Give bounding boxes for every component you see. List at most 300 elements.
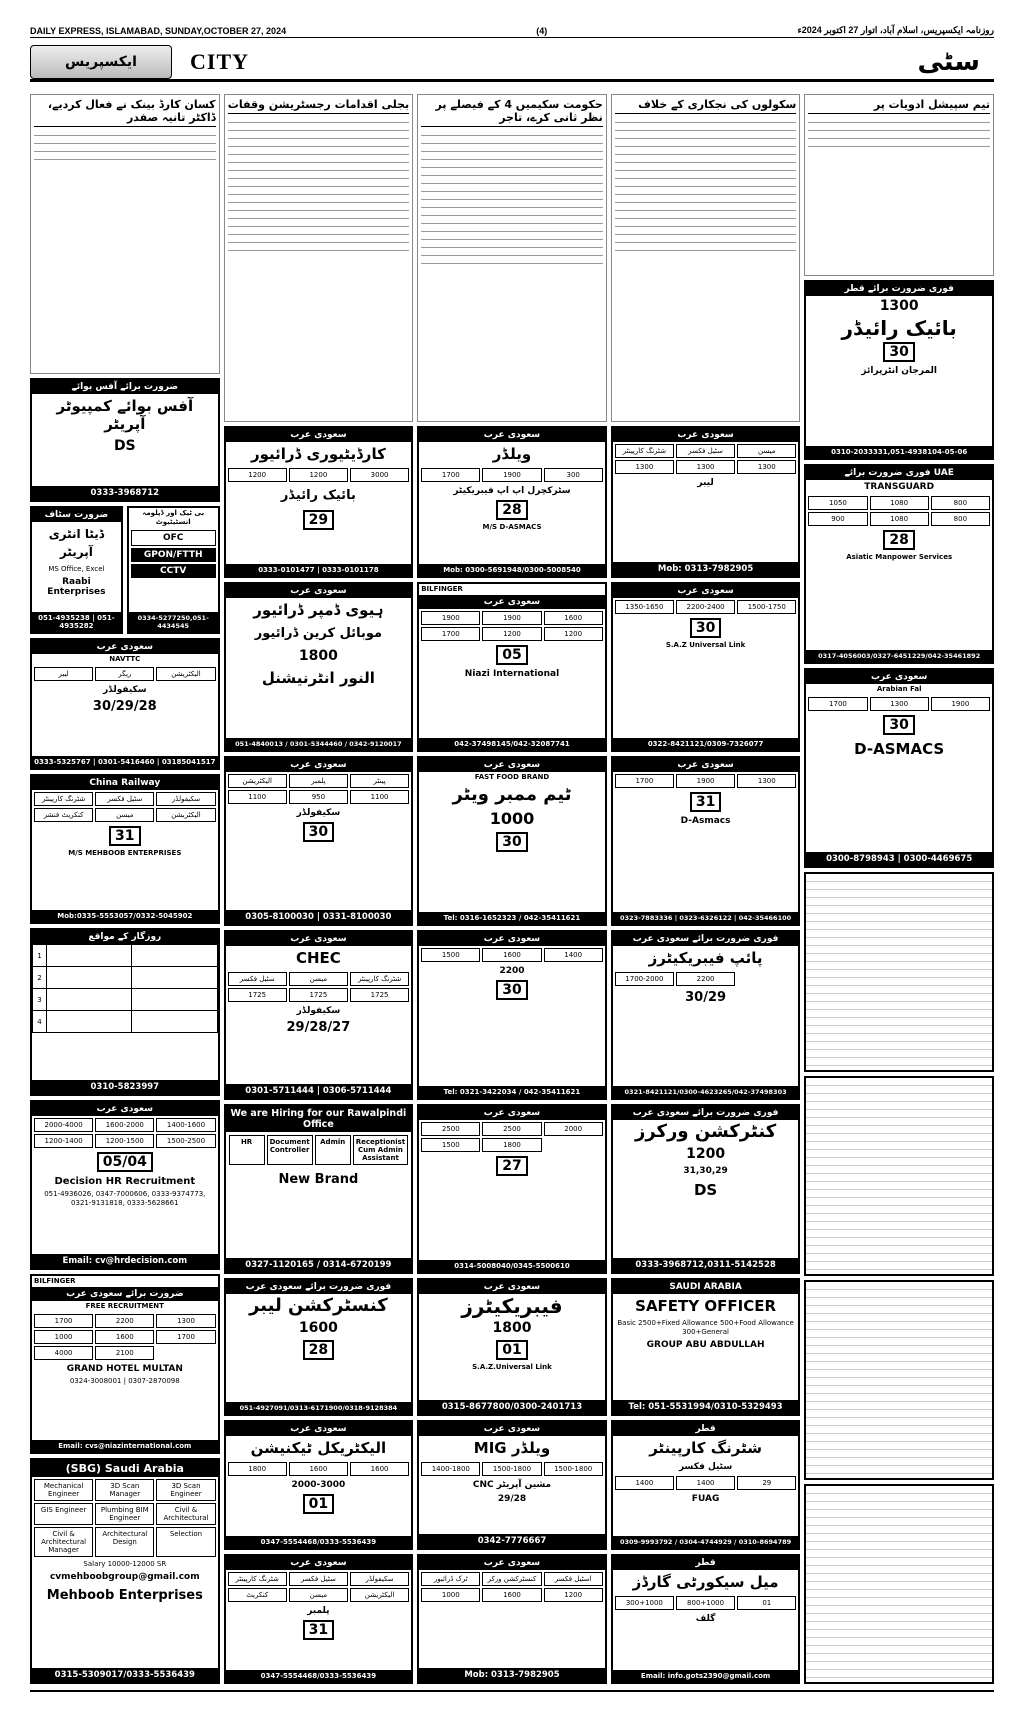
ad-company: D-ASMACS [854,740,945,758]
salary-cell: 1700 [156,1330,215,1344]
ad-right-filler [804,872,994,1072]
ad-security [611,1554,801,1684]
ad-title: قطر [613,1556,799,1570]
ad-headline: کارڈیٹیوری ڈرائیور [250,445,386,463]
ad-phone: 0317-4056003/0327-6451229/042-35461892 [806,650,992,662]
salary-cell: 1080 [870,512,929,526]
ad-title: بی ٹیک اور ڈپلومہ انسٹیٹیوٹ [142,509,205,526]
page-columns [30,94,994,1684]
ad-brand: Decision HR Recruitment [54,1176,196,1187]
ad-trades [613,442,799,476]
ad-phone: 0347-5554468/0333-5536439 [226,1670,412,1682]
ad-salary-grid [419,946,605,964]
page-number: (4) [536,25,548,36]
ad-email: Email: cv@hrdecision.com [32,1254,218,1268]
ad-subtext: MS Office, Excel [48,565,105,573]
salary-cell: 1700-2000 [615,972,674,986]
ad-trades [32,665,218,683]
ad-company: Raabi Enterprises [47,577,106,597]
ad-title: سعودی عرب [419,1556,605,1570]
trade-item: سکیفولڈر [296,1006,341,1016]
ad-dates: 31,30,29 [683,1166,728,1176]
ad-qatar-carpenter [611,1420,801,1550]
ad-headline: ویلڈر [492,445,532,463]
table-cell [132,1011,217,1033]
ad-phone: 0342-7776667 [419,1534,605,1548]
trade-item: الیکٹریشن [228,774,287,788]
section-title-ur: سٹی [917,46,980,77]
salary-cell: 1200 [544,1588,603,1602]
table-cell: 2 [33,967,47,989]
ad-pipe-fitters [611,930,801,1100]
ad-title: سعودی عرب [613,758,799,772]
ad-right-filler [804,1484,994,1684]
ad-salary-grid [613,772,799,790]
trade-item: لیبر [34,667,93,681]
column-4 [611,94,801,1684]
salary-cell: 2500 [482,1122,541,1136]
salary-cell: 2200-2400 [676,600,735,614]
ad-safety-officer [611,1278,801,1416]
ad-brand: النور انٹرنیشنل [261,669,375,687]
ad-title: سعودی عرب [419,1422,605,1436]
job-cell: 3D Scan Engineer [156,1479,215,1501]
ad-salary-grid [613,1594,799,1612]
salary-cell: 4000 [34,1346,93,1360]
trade-item: سکیفولڈر [156,792,215,806]
salary-cell: 1900 [482,468,541,482]
ad-company: S.A.Z.Universal Link [472,1363,552,1371]
ad-subtext: سٹیل فکسر [678,1462,733,1472]
table-cell [47,1011,132,1033]
table-row [33,1011,218,1033]
ad-body [806,1486,992,1682]
ad-title: سعودی عرب [226,1422,412,1436]
trade-item: الیکٹریشن [156,808,215,822]
table-cell: 1 [33,945,47,967]
salary-cell: 1500-1750 [737,600,796,614]
salary-cell: 1500-2500 [156,1134,215,1148]
salary-cell: 2200 [676,972,735,986]
ad-body [806,874,992,1070]
ad-phone: 0333-5325767 | 0301-5416460 | 03185041517 [32,756,218,768]
ad-phone: Mob: 0313-7982905 [419,1668,605,1682]
ad-email: Email: info.gots2390@gmail.com [613,1670,799,1682]
news-item [417,94,607,422]
ad-salary: 1300 [879,298,919,314]
salary-cell: 2200 [499,966,525,976]
ad-title: China Railway [32,776,218,790]
salary-cell: 1200-1400 [34,1134,93,1148]
ad-phone: 0347-5554468/0333-5536439 [226,1536,412,1548]
ad-phone: 0305-8100030 | 0331-8100030 [226,910,412,924]
role-cell: Admin [315,1135,351,1165]
column-5 [804,94,994,1684]
ad-headline: ٹیم ممبر ویٹر [452,784,572,805]
salary-cell: 1300 [156,1314,215,1328]
ad-body [806,1078,992,1274]
trade-item: سکیفولڈر [296,808,341,818]
salary-cell: 1600 [289,1462,348,1476]
table-cell [132,945,217,967]
ad-data-entry [30,506,123,634]
trade-item: پلمبر [289,774,348,788]
ad-salary-grid [806,494,992,528]
trade-item: سٹیل فکسر [95,792,154,806]
trade-item: شٹرنگ کارپینٹر [350,972,409,986]
salary-cell: 300 [544,468,603,482]
ad-title: قطر [613,1422,799,1436]
ad-brand: FAST FOOD BRAND [474,773,550,781]
ad-subtext: موبائل کرین ڈرائیور [254,626,383,641]
ad-saudi-navttc [30,638,220,770]
ad-roles [226,1132,412,1168]
ad-date: 29 [737,1476,796,1490]
ad-title: سعودی عرب [226,1556,412,1570]
ad-salary-grid [806,695,992,713]
salary-cell: 800+1000 [676,1596,735,1610]
ad-brand: DS [113,438,136,454]
ad-date: 01 [496,1340,527,1360]
column-3 [417,94,607,1684]
news-body [34,130,216,160]
salary-cell: 1400-1800 [421,1462,480,1476]
section-title-en: CITY [190,48,250,74]
ad-trades [226,772,412,806]
ad-salary: 1600 [298,1320,338,1336]
ad-phone: 051-4840013 / 0301-5344460 / 0342-9120017 [226,738,412,750]
ad-arabian-fal [611,756,801,926]
trade-item: سٹیل فکسر [289,1572,348,1586]
ad-brand: BILFINGER [421,585,463,593]
ad-date: 29 [303,510,334,530]
ad-brand: المرجان انٹرپرائز [861,366,937,376]
ad-brand: DS [693,1181,718,1199]
header-strip [30,24,994,38]
ad-salary: 1000 [489,809,535,828]
ad-date: 31 [109,826,140,846]
ad-phone: Tel: 0321-3422034 / 042-35411621 [419,1086,605,1098]
ad-office-boy [30,378,220,502]
trade-item: کنسٹرکشن ورکر [482,1572,541,1586]
news-body [615,117,797,257]
job-cell: Mechanical Engineer [34,1479,93,1501]
table-row [33,967,218,989]
ad-date: 30 [303,822,334,842]
ad-title: فوری ضرورت برائے سعودی عرب [226,1280,412,1294]
salary-cell: 1300 [615,460,674,474]
table-cell [47,967,132,989]
ad-brand: Mehboob Enterprises [46,1588,203,1603]
ad-phone: Mob: 0300-5691948/0300-5008540 [419,564,605,576]
header-left: DAILY EXPRESS, ISLAMABAD, SUNDAY,OCTOBER 27, 2024 [30,25,287,36]
ad-sbg [30,1458,220,1684]
ad-jobs-table [30,928,220,1096]
ad-title: سعودی عرب [419,595,605,609]
salary-cell: 1900 [421,611,480,625]
ad-fabricators [417,1278,607,1416]
ad-phone: Mob: 0313-7982905 [613,562,799,576]
salary-cell: 1500-1800 [544,1462,603,1476]
salary-cell: 800 [931,512,990,526]
ad-item: OFC [131,530,216,546]
ad-date: 28 [883,530,914,550]
ad-date: 01 [737,1596,796,1610]
trade-item: سکیفولڈر [102,685,147,695]
salary-cell: 1400 [544,948,603,962]
salary-cell: 1900 [931,697,990,711]
salary-cell: 1600 [95,1330,154,1344]
trade-item: شٹرنگ کارپینٹر [34,792,93,806]
ad-phone: 0309-9993792 / 0304-4744929 / 0310-8694789 [613,1536,799,1548]
salary-cell: 1600 [482,948,541,962]
ad-phone: 0300-8798943 | 0300-4469675 [806,852,992,866]
ad-company: Asiatic Manpower Services [846,553,953,561]
salary-cell: 1300 [737,774,796,788]
ad-title: روزگار کے مواقع [32,930,218,944]
salary-cell: 1700 [421,468,480,482]
ad-title: سعودی عرب [613,584,799,598]
ad-date: 30 [883,715,914,735]
ad-phone: 0323-7883336 | 0323-6326122 | 042-35466100 [613,912,799,924]
ad-subtext: سٹرکچرل اپ اپ فیبریکیٹر [453,486,571,496]
ad-brand: TRANSGUARD [864,482,935,492]
ad-phone: 0315-5309017/0333-5536439 [32,1668,218,1682]
ad-brand: M/S MEHBOOB ENTERPRISES [68,849,182,857]
ad-construction-labour [224,1278,414,1416]
ad-phone: 0324-3008001 | 0307-2870098 [69,1377,180,1385]
salary-cell: 1700 [34,1314,93,1328]
ad-dates: 29/28 [497,1494,527,1504]
column-2 [224,94,414,1684]
ad-title: SAUDI ARABIA [613,1280,799,1294]
ad-phone: 0333-3968712 [32,486,218,500]
ad-title: سعودی عرب [419,758,605,772]
salary-cell: 1200-1500 [95,1134,154,1148]
ad-phone: 0310-2033331,051-4938104-05-06 [806,446,992,458]
table-cell [132,967,217,989]
ad-phone: 0310-5823997 [32,1080,218,1094]
job-cell: GIS Engineer [34,1503,93,1525]
ad-salary: 1800 [492,1320,532,1336]
role-cell: HR [229,1135,265,1165]
trade-item: کنکریٹ [228,1588,287,1602]
news-headline: سکولوں کی نجکاری کے خلاف [615,98,797,114]
ad-phone: 0315-8677800/0300-2401713 [419,1400,605,1414]
ad-title: سعودی عرب [32,640,218,654]
ad-institute [127,506,220,634]
ad-headline: الیکٹریکل ٹیکنیشن [250,1439,387,1457]
salary-cell: 1600 [544,611,603,625]
ad-company: D-Asmacs [680,816,731,826]
ad-date: 28 [496,500,527,520]
salary-cell: 1350-1650 [615,600,674,614]
ad-date: 05/04 [97,1152,153,1172]
job-cell: Selection [156,1527,215,1557]
news-headline: کسان کارڈ بینک نے فعال کردیے، ڈاکٹر تانیہ صفدر [34,98,216,127]
news-body [228,117,410,257]
ad-item: GPON/FTTH [131,548,216,562]
salary-cell: 2000-4000 [34,1118,93,1132]
ad-date: 30 [690,618,721,638]
ad-bilfinger [30,1274,220,1454]
ad-title: سعودی عرب [419,1106,605,1120]
trade-item: ریگر [95,667,154,681]
ad-phone: 0321-8421121/0300-4623265/042-37498303 [613,1086,799,1098]
ad-title: سعودی عرب [226,428,412,442]
ad-title: We are Hiring for our Rawalpindi Office [226,1106,412,1132]
ad-title: فوری ضرورت برائے قطر [806,282,992,296]
ad-company: S.A.Z Universal Link [665,641,746,649]
news-item [611,94,801,422]
ad-title: سعودی عرب [419,1280,605,1294]
ad-company: Niazi International [464,669,560,679]
ad-right-filler [804,1280,994,1480]
news-headline: بجلی اقدامات رجسٹریشن وقفات [228,98,410,114]
ad-title: سعودی عرب [806,670,992,684]
ad-salary-grid [419,1120,605,1154]
ad-headline: کنسٹرکشن لیبر [249,1295,388,1316]
ad-title: (SBG) Saudi Arabia [32,1460,218,1477]
ad-algahz [417,930,607,1100]
salary-cell: 950 [289,790,348,804]
salary-cell: 1600 [482,1588,541,1602]
ad-headline: فیبریکیٹرز [461,1294,563,1318]
ad-electrical-tech [224,1420,414,1550]
column-1 [30,94,220,1684]
ad-phone: 051-4936026, 0347-7000606, 0333-9374773, 0321-9131818, 0333-5628661 [44,1190,206,1207]
header-right: روزنامہ ایکسپریس، اسلام آباد، اتوار 27 اکتوبر 2024ء [797,25,994,35]
trade-item: الیکٹریشن [350,1588,409,1602]
salary-cell: 1700 [615,774,674,788]
salary-cell: 1300 [870,697,929,711]
salary-cell: 2000-3000 [291,1480,346,1490]
ad-brand: CHEC [295,949,341,967]
news-item [30,94,220,374]
salary-cell: 1100 [228,790,287,804]
ad-salary-grid [613,1474,799,1492]
news-item [804,94,994,276]
ad-headline: ہیوی ڈمپر ڈرائیور [253,601,384,619]
job-cell: Civil & Architectural [156,1503,215,1525]
table-cell [132,989,217,1011]
table-row [33,945,218,967]
ad-sao-kobe [224,756,414,926]
ad-date: 01 [303,1494,334,1514]
ad-phone: 042-37498145/042-32087741 [419,738,605,750]
salary-cell: 1600-2000 [95,1118,154,1132]
job-cell: Plumbing BIM Engineer [95,1503,154,1525]
newspaper-logo: ایکسپریس [30,45,172,79]
ad-title: سعودی عرب [226,584,412,598]
salary-cell: 1500 [421,948,480,962]
ad-mep [417,1104,607,1274]
ad-dates: 29/28/27 [286,1020,351,1035]
salary-cell: 1500 [421,1138,480,1152]
table-row [33,989,218,1011]
ad-salary-grid [32,1312,218,1362]
trade-item: سٹیل فکسر [228,972,287,986]
trade-item: میسن [737,444,796,458]
ad-date: 31 [303,1620,334,1640]
news-item [224,94,414,422]
ad-subtext: بائیک رائیڈر [280,488,356,503]
ad-date: 30 [496,980,527,1000]
ad-subtext: CNC مشین آپریٹر [472,1480,552,1490]
ad-phone: 0314-5008040/0345-5500610 [419,1260,605,1272]
ad-body [806,1282,992,1478]
masthead [30,44,994,82]
trade-item: میسن [95,808,154,822]
salary-cell: 1800 [482,1138,541,1152]
salary-cell: 1600 [350,1462,409,1476]
ad-uae [804,464,994,664]
ad-dates: 30/29/28 [92,699,157,714]
ad-date: 31 [690,792,721,812]
ad-date: 30 [496,832,527,852]
salary-cell: 2100 [95,1346,154,1360]
salary-cell: 2000 [544,1122,603,1136]
trade-item: اسٹیل فکسر [544,1572,603,1586]
ad-title: سعودی عرب [226,758,412,772]
salary-cell: 1900 [676,774,735,788]
ad-email: Email: cvs@niazinternational.com [32,1440,218,1452]
trade-item: سکیفولڈر [350,1572,409,1586]
ad-title: سعودی عرب [419,932,605,946]
salary-cell: 1400 [615,1476,674,1490]
ad-brand: M/S D-ASMACS [482,523,542,531]
ad-alnoor [224,582,414,752]
ad-headline: میل سیکورٹی گارڈز [632,1573,779,1591]
ad-driver [224,426,414,578]
ad-salary-grid [226,1460,412,1478]
ad-salary-grid [32,1116,218,1150]
ad-headline: ڈیٹا انٹری آپریٹر [48,527,105,559]
trade-item: کنکریٹ فنشر [34,808,93,822]
ad-hotel: GRAND HOTEL MULTAN [66,1364,183,1374]
salary-cell: 900 [808,512,867,526]
trade-item: میسن [289,972,348,986]
trade-item: شٹرنگ کارپینٹر [228,1572,287,1586]
ad-title: فوری ضرورت برائے UAE [806,466,992,480]
salary-cell: 1000 [421,1588,480,1602]
ad-headline: پائپ فیبریکیٹرز [648,949,763,967]
ad-dasmacs [804,668,994,868]
ad-phone: 0333-3968712,0311-5142528 [613,1258,799,1272]
salary-cell: 1200 [228,468,287,482]
ad-salary-grid [419,609,605,643]
ad-salary: 1200 [686,1146,726,1162]
ad-trades [419,1570,605,1604]
ad-brand: گلف [695,1614,716,1624]
salary-cell: 1200 [482,627,541,641]
ad-title: سعودی عرب [226,932,412,946]
bottom-rule [30,1690,994,1692]
ad-subtext: NAVTTC [109,655,141,663]
ad-phone: Mob:0335-5553057/0332-5045902 [32,910,218,922]
ad-salary-grid [613,598,799,616]
ad-phone: Tel: 0316-1652323 / 042-35411621 [419,912,605,924]
ad-phone: 0333-0101477 | 0333-0101178 [226,564,412,576]
salary-cell: 300+1000 [615,1596,674,1610]
table-cell: 4 [33,1011,47,1033]
ad-subtext: Basic 2500+Fixed Allowance 500+Food Allowance 300+General [617,1319,794,1336]
salary-cell: 1725 [228,988,287,1002]
trade-item: ٹرک ڈرائیور [421,1572,480,1586]
ad-headline: شٹرنگ کارپینٹر [649,1439,762,1457]
ad-title: ضرورت برائے سعودی عرب [32,1287,218,1301]
salary-cell: 1050 [808,496,867,510]
